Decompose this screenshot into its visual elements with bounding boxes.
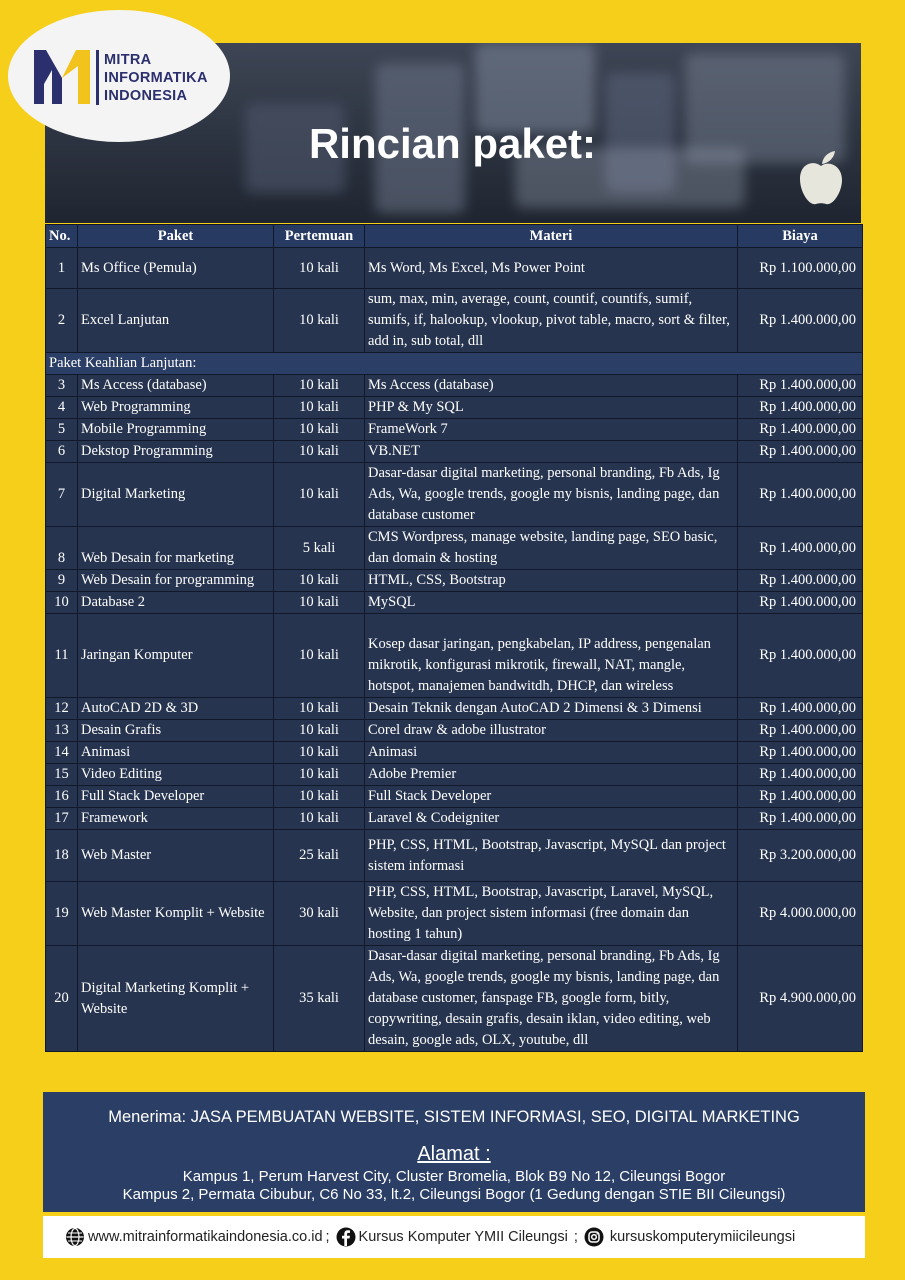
cell-no: 17 <box>46 808 78 830</box>
table-row <box>46 882 863 946</box>
cell-pertemuan: 10 kali <box>274 570 365 592</box>
cell-no: 20 <box>46 946 78 1052</box>
cell-materi: Dasar-dasar digital marketing, personal branding, Fb Ads, Ig Ads, Wa, google trends, google my bisnis, landing page, dan database customer <box>365 463 738 527</box>
address-heading: Alamat : <box>417 1143 491 1165</box>
cell-materi: VB.NET <box>365 441 738 463</box>
facebook-link[interactable]: Kursus Komputer YMII Cileungsi <box>358 1229 568 1245</box>
globe-icon <box>65 1227 85 1247</box>
cell-no: 4 <box>46 397 78 419</box>
cell-materi: HTML, CSS, Bootstrap <box>365 570 738 592</box>
contact-footer <box>43 1216 865 1258</box>
cell-no: 5 <box>46 419 78 441</box>
cell-paket: Web Master <box>78 830 274 882</box>
cell-no: 19 <box>46 882 78 946</box>
cell-pertemuan: 35 kali <box>274 946 365 1052</box>
table-row <box>46 830 863 882</box>
cell-materi: Adobe Premier <box>365 764 738 786</box>
cell-biaya: Rp 1.400.000,00 <box>738 764 863 786</box>
cell-paket: Excel Lanjutan <box>78 289 274 353</box>
cell-biaya: Rp 1.400.000,00 <box>738 808 863 830</box>
table-row <box>46 592 863 614</box>
cell-no: 18 <box>46 830 78 882</box>
cell-materi: Dasar-dasar digital marketing, personal branding, Fb Ads, Ig Ads, Wa, google trends, google my bisnis, landing page, dan database customer, fanspage FB, google form, bitly, copywriting, desain grafis, desain iklan, video editing, web desain, google ads, OLX, youtube, dll <box>365 946 738 1052</box>
cell-pertemuan: 10 kali <box>274 375 365 397</box>
cell-paket: Ms Access (database) <box>78 375 274 397</box>
cell-pertemuan: 10 kali <box>274 248 365 289</box>
cell-paket: Mobile Programming <box>78 419 274 441</box>
cell-biaya: Rp 3.200.000,00 <box>738 830 863 882</box>
header-materi: Materi <box>365 225 738 248</box>
cell-paket: AutoCAD 2D & 3D <box>78 698 274 720</box>
cell-paket: Database 2 <box>78 592 274 614</box>
cell-materi: Full Stack Developer <box>365 786 738 808</box>
logo-line-3: INDONESIA <box>104 88 188 104</box>
cell-no: 1 <box>46 248 78 289</box>
package-table <box>45 224 863 1052</box>
table-header-row <box>46 225 863 248</box>
cell-no: 10 <box>46 592 78 614</box>
cell-biaya: Rp 1.400.000,00 <box>738 720 863 742</box>
cell-no: 16 <box>46 786 78 808</box>
cell-biaya: Rp 1.400.000,00 <box>738 592 863 614</box>
cell-biaya: Rp 1.400.000,00 <box>738 570 863 592</box>
section-label: Paket Keahlian Lanjutan: <box>46 353 863 375</box>
cell-no: 14 <box>46 742 78 764</box>
cell-pertemuan: 25 kali <box>274 830 365 882</box>
cell-biaya: Rp 4.900.000,00 <box>738 946 863 1052</box>
logo-m-icon <box>32 48 92 106</box>
instagram-link[interactable]: kursuskomputerymiicileungsi <box>609 1229 796 1245</box>
cell-no: 12 <box>46 698 78 720</box>
cell-biaya: Rp 1.400.000,00 <box>738 289 863 353</box>
cell-materi: PHP, CSS, HTML, Bootstrap, Javascript, Laravel, MySQL, Website, dan project sistem informasi (free domain dan hosting 1 tahun) <box>365 882 738 946</box>
cell-biaya: Rp 1.400.000,00 <box>738 527 863 570</box>
cell-paket: Ms Office (Pemula) <box>78 248 274 289</box>
cell-materi: MySQL <box>365 592 738 614</box>
cell-biaya: Rp 4.000.000,00 <box>738 882 863 946</box>
website-link[interactable]: www.mitrainformatikaindonesia.co.id <box>88 1229 323 1245</box>
cell-pertemuan: 10 kali <box>274 720 365 742</box>
cell-pertemuan: 10 kali <box>274 463 365 527</box>
table-row <box>46 808 863 830</box>
separator: ; <box>325 1229 330 1245</box>
cell-pertemuan: 10 kali <box>274 698 365 720</box>
table-row <box>46 419 863 441</box>
services-text: Menerima: JASA PEMBUATAN WEBSITE, SISTEM INFORMASI, SEO, DIGITAL MARKETING <box>108 1108 800 1126</box>
cell-paket: Web Master Komplit + Website <box>78 882 274 946</box>
section-row <box>46 353 863 375</box>
cell-pertemuan: 10 kali <box>274 419 365 441</box>
cell-materi: Corel draw & adobe illustrator <box>365 720 738 742</box>
logo-text <box>104 51 208 105</box>
cell-biaya: Rp 1.400.000,00 <box>738 463 863 527</box>
cell-paket: Jaringan Komputer <box>78 614 274 698</box>
cell-pertemuan: 10 kali <box>274 614 365 698</box>
cell-paket: Web Programming <box>78 397 274 419</box>
table-row <box>46 527 863 570</box>
table-row <box>46 289 863 353</box>
cell-materi: Desain Teknik dengan AutoCAD 2 Dimensi & 3 Dimensi <box>365 698 738 720</box>
cell-biaya: Rp 1.400.000,00 <box>738 441 863 463</box>
cell-materi: CMS Wordpress, manage website, landing page, SEO basic, dan domain & hosting <box>365 527 738 570</box>
table-row <box>46 764 863 786</box>
logo-line-1: MITRA <box>104 52 152 68</box>
cell-pertemuan: 30 kali <box>274 882 365 946</box>
table-row <box>46 614 863 698</box>
cell-no: 7 <box>46 463 78 527</box>
table-row <box>46 698 863 720</box>
cell-pertemuan: 10 kali <box>274 742 365 764</box>
cell-no: 13 <box>46 720 78 742</box>
cell-no: 8 <box>46 527 78 570</box>
header-pertemuan: Pertemuan <box>274 225 365 248</box>
cell-pertemuan: 10 kali <box>274 786 365 808</box>
instagram-icon <box>584 1227 604 1247</box>
cell-no: 15 <box>46 764 78 786</box>
table-row <box>46 946 863 1052</box>
cell-biaya: Rp 1.400.000,00 <box>738 419 863 441</box>
cell-paket: Digital Marketing Komplit + Website <box>78 946 274 1052</box>
cell-materi: Kosep dasar jaringan, pengkabelan, IP address, pengenalan mikrotik, konfigurasi mikrotik, firewall, NAT, mangle, hotspot, manajemen bandwitdh, DHCP, dan wireless <box>365 614 738 698</box>
cell-pertemuan: 10 kali <box>274 764 365 786</box>
cell-biaya: Rp 1.400.000,00 <box>738 698 863 720</box>
table-row <box>46 463 863 527</box>
page-title: Rincian paket: <box>308 120 597 167</box>
cell-pertemuan: 5 kali <box>274 527 365 570</box>
cell-biaya: Rp 1.400.000,00 <box>738 397 863 419</box>
cell-no: 2 <box>46 289 78 353</box>
cell-pertemuan: 10 kali <box>274 592 365 614</box>
cell-paket: Video Editing <box>78 764 274 786</box>
campus-1-address: Kampus 1, Perum Harvest City, Cluster Bromelia, Blok B9 No 12, Cileungsi Bogor <box>182 1168 726 1185</box>
cell-pertemuan: 10 kali <box>274 808 365 830</box>
cell-materi: sum, max, min, average, count, countif, countifs, sumif, sumifs, if, halookup, vlookup, pivot table, macro, sort & filter, add in, sub total, dll <box>365 289 738 353</box>
cell-materi: PHP, CSS, HTML, Bootstrap, Javascript, MySQL dan project sistem informasi <box>365 830 738 882</box>
cell-no: 3 <box>46 375 78 397</box>
facebook-icon <box>336 1227 356 1247</box>
header-no: No. <box>46 225 78 248</box>
cell-no: 9 <box>46 570 78 592</box>
logo-line-2: INFORMATIKA <box>104 70 208 86</box>
cell-materi: Ms Word, Ms Excel, Ms Power Point <box>365 248 738 289</box>
table-row <box>46 441 863 463</box>
header-biaya: Biaya <box>738 225 863 248</box>
table-row <box>46 375 863 397</box>
cell-materi: Ms Access (database) <box>365 375 738 397</box>
cell-no: 6 <box>46 441 78 463</box>
cell-paket: Animasi <box>78 742 274 764</box>
cell-no: 11 <box>46 614 78 698</box>
cell-paket: Full Stack Developer <box>78 786 274 808</box>
cell-paket: Framework <box>78 808 274 830</box>
cell-paket: Desain Grafis <box>78 720 274 742</box>
cell-paket: Web Desain for marketing <box>78 527 274 570</box>
cell-paket: Digital Marketing <box>78 463 274 527</box>
table-row <box>46 397 863 419</box>
cell-biaya: Rp 1.400.000,00 <box>738 614 863 698</box>
table-row <box>46 570 863 592</box>
cell-materi: PHP & My SQL <box>365 397 738 419</box>
table-row <box>46 720 863 742</box>
cell-pertemuan: 10 kali <box>274 289 365 353</box>
header-paket: Paket <box>78 225 274 248</box>
cell-biaya: Rp 1.400.000,00 <box>738 375 863 397</box>
cell-pertemuan: 10 kali <box>274 441 365 463</box>
cell-materi: Animasi <box>365 742 738 764</box>
cell-biaya: Rp 1.100.000,00 <box>738 248 863 289</box>
table-row <box>46 248 863 289</box>
cell-paket: Web Desain for programming <box>78 570 274 592</box>
separator: ; <box>573 1229 578 1245</box>
cell-materi: FrameWork 7 <box>365 419 738 441</box>
table-row <box>46 742 863 764</box>
info-panel <box>43 1092 865 1212</box>
campus-2-address: Kampus 2, Permata Cibubur, C6 No 33, lt.2, Cileungsi Bogor (1 Gedung dengan STIE BII Cileungsi) <box>122 1186 786 1203</box>
cell-paket: Dekstop Programming <box>78 441 274 463</box>
apple-icon <box>796 150 846 208</box>
cell-biaya: Rp 1.400.000,00 <box>738 742 863 764</box>
cell-pertemuan: 10 kali <box>274 397 365 419</box>
logo-divider <box>96 50 99 105</box>
cell-materi: Laravel & Codeigniter <box>365 808 738 830</box>
table-row <box>46 786 863 808</box>
cell-biaya: Rp 1.400.000,00 <box>738 786 863 808</box>
